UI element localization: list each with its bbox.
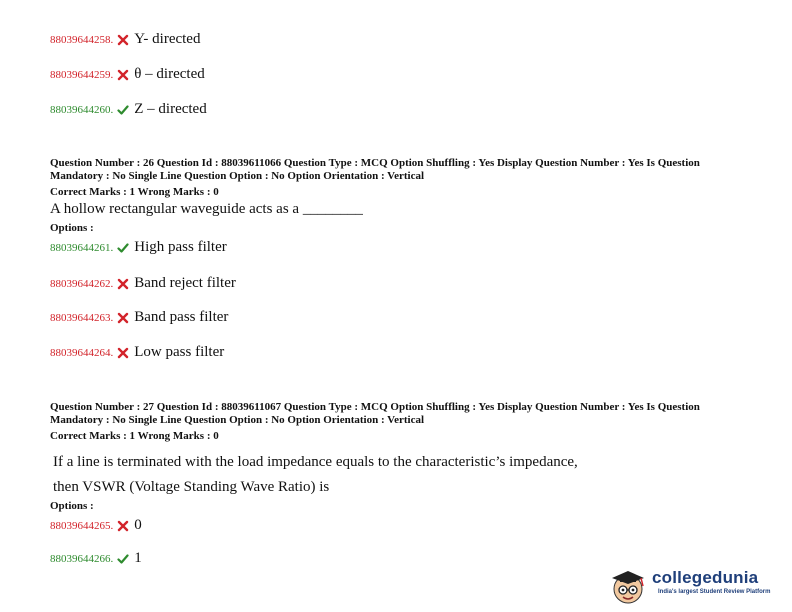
option-id: 88039644259. bbox=[50, 68, 114, 81]
question-text: If a line is terminated with the load impedance equals to the characteristic’s impedance, bbox=[53, 454, 578, 470]
question-header bbox=[50, 401, 750, 427]
option-text: Z – directed bbox=[134, 101, 207, 117]
check-icon bbox=[117, 104, 129, 116]
option-text: Band reject filter bbox=[134, 275, 236, 291]
cross-icon bbox=[117, 278, 129, 290]
option-text: Band pass filter bbox=[134, 309, 229, 325]
cross-icon bbox=[117, 347, 129, 359]
marks-info: Correct Marks : 1 Wrong Marks : 0 bbox=[50, 186, 219, 198]
option-row bbox=[50, 101, 207, 118]
option-text: Low pass filter bbox=[134, 344, 225, 360]
brand-name: collegedunia bbox=[652, 568, 759, 587]
question-text: then VSWR (Voltage Standing Wave Ratio) is bbox=[53, 479, 330, 495]
marks-info: Correct Marks : 1 Wrong Marks : 0 bbox=[50, 430, 219, 442]
option-id: 88039644266. bbox=[50, 552, 114, 565]
option-row bbox=[50, 550, 142, 567]
option-id: 88039644264. bbox=[50, 346, 114, 359]
option-row bbox=[50, 517, 142, 534]
cross-icon bbox=[117, 34, 129, 46]
option-row bbox=[50, 309, 228, 326]
option-text: 1 bbox=[134, 550, 142, 566]
option-text: 0 bbox=[134, 517, 142, 533]
option-id: 88039644262. bbox=[50, 277, 114, 290]
option-text: Y- directed bbox=[134, 31, 201, 47]
option-id: 88039644258. bbox=[50, 33, 114, 46]
option-id: 88039644261. bbox=[50, 241, 114, 254]
option-row bbox=[50, 275, 236, 292]
options-label: Options : bbox=[50, 500, 94, 512]
option-text: High pass filter bbox=[134, 239, 227, 255]
collegedunia-logo bbox=[606, 564, 788, 608]
check-icon bbox=[117, 553, 129, 565]
question-meta-line: Mandatory : No Single Line Question Option : No Option Orientation : Vertical bbox=[50, 170, 425, 182]
check-icon bbox=[117, 242, 129, 254]
option-row bbox=[50, 239, 227, 256]
question-meta-line: Question Number : 27 Question Id : 88039611067 Question Type : MCQ Option Shuffling : Yes Display Question Number : Yes Is Question bbox=[50, 401, 700, 413]
mascot-icon bbox=[606, 564, 650, 608]
option-row bbox=[50, 344, 224, 361]
option-row bbox=[50, 31, 200, 48]
option-text: θ – directed bbox=[134, 66, 205, 82]
cross-icon bbox=[117, 312, 129, 324]
option-id: 88039644263. bbox=[50, 311, 114, 324]
option-row bbox=[50, 66, 205, 83]
question-meta-line: Question Number : 26 Question Id : 88039611066 Question Type : MCQ Option Shuffling : Yes Display Question Number : Yes Is Question bbox=[50, 157, 700, 169]
cross-icon bbox=[117, 69, 129, 81]
option-id: 88039644260. bbox=[50, 103, 114, 116]
question-meta-line: Mandatory : No Single Line Question Option : No Option Orientation : Vertical bbox=[50, 414, 425, 426]
question-text: A hollow rectangular waveguide acts as a ________ bbox=[50, 201, 363, 217]
option-id: 88039644265. bbox=[50, 519, 114, 532]
question-header bbox=[50, 157, 750, 183]
brand-tagline: India's largest Student Review Platform bbox=[658, 589, 771, 595]
cross-icon bbox=[117, 520, 129, 532]
options-label: Options : bbox=[50, 222, 94, 234]
